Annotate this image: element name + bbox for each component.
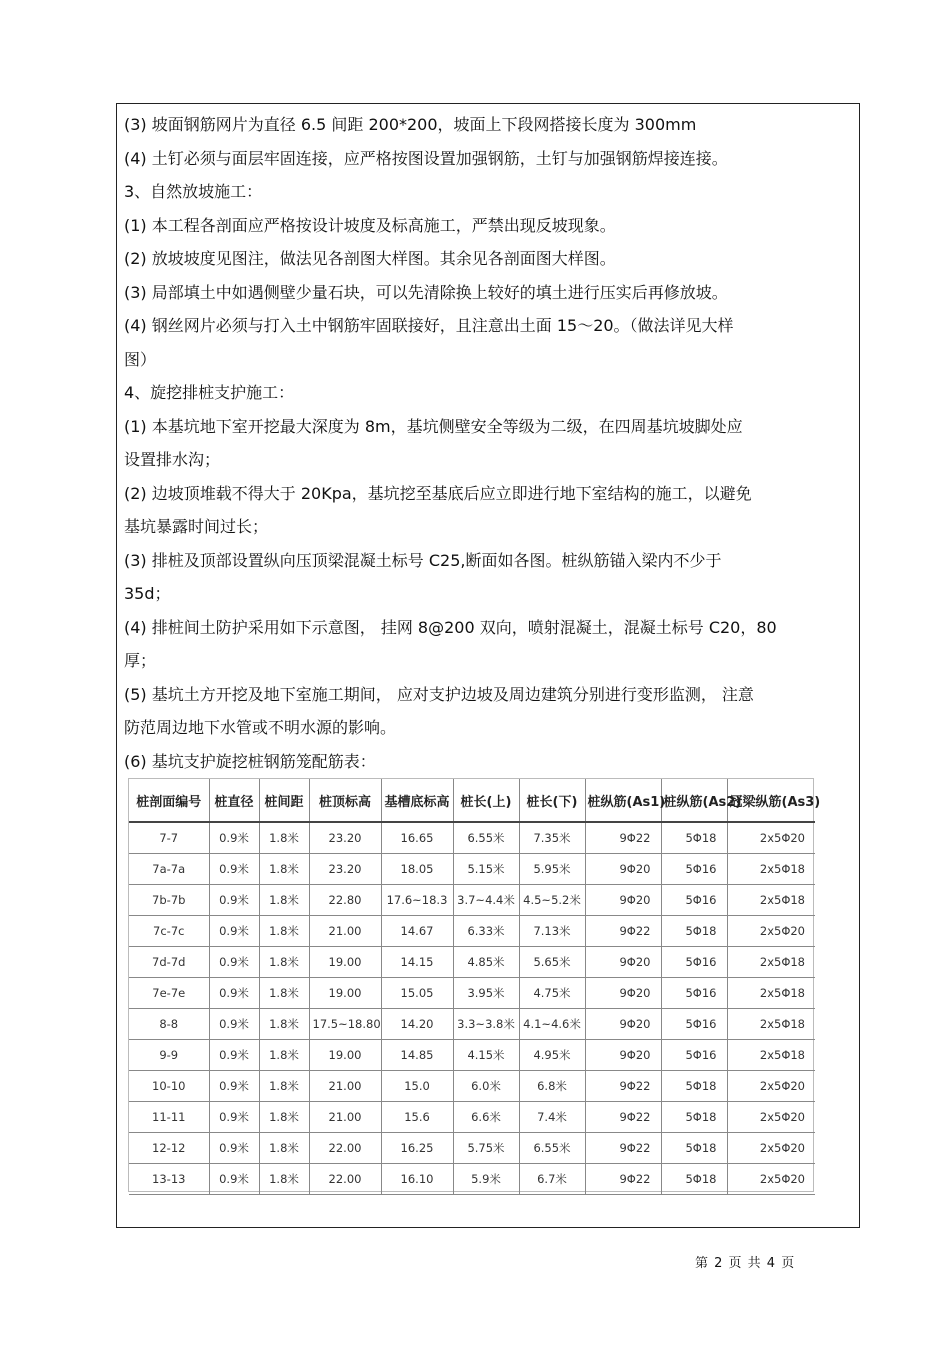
table-cell: 7.4米	[519, 1102, 585, 1133]
table-cell: 9Φ20	[585, 1040, 661, 1071]
table-cell: 4.1~4.6米	[519, 1009, 585, 1040]
table-cell: 9Φ22	[585, 916, 661, 947]
section-heading: 3、自然放坡施工：	[124, 182, 263, 201]
table-cell: 9Φ22	[585, 822, 661, 854]
text-line: (4) 钢丝网片必须与打入土中钢筋牢固联接好，且注意出土面 15～20。（做法详见大样	[124, 316, 734, 335]
table-cell: 13-13	[129, 1164, 209, 1195]
section-heading: 4、旋挖排桩支护施工：	[124, 383, 295, 402]
table-cell: 0.9米	[209, 916, 259, 947]
table-cell: 9Φ20	[585, 854, 661, 885]
text-line: (3) 排桩及顶部设置纵向压顶梁混凝土标号 C25,断面如各图。桩纵筋锚入梁内不少于	[124, 550, 722, 570]
table-cell: 0.9米	[209, 885, 259, 916]
text-line: (3) 局部填土中如遇侧壁少量石块，可以先清除换上较好的填土进行压实后再修放坡。	[124, 282, 728, 302]
table-cell: 2x5Φ18	[727, 978, 815, 1009]
table-cell: 3.3~3.8米	[453, 1009, 519, 1040]
table-cell: 1.8米	[259, 1009, 309, 1040]
table-cell: 1.8米	[259, 885, 309, 916]
table-cell: 3.95米	[453, 978, 519, 1009]
text-line: 图）	[124, 349, 157, 369]
table-cell: 23.20	[309, 822, 381, 854]
table-cell: 22.80	[309, 885, 381, 916]
table-row	[129, 978, 815, 1009]
text-line: 设置排水沟；	[124, 450, 221, 469]
table-cell: 9Φ20	[585, 885, 661, 916]
table-cell: 10-10	[129, 1071, 209, 1102]
table-cell: 2x5Φ20	[727, 1164, 815, 1195]
table-header-cell: 桩直径	[209, 779, 259, 822]
table-header-cell: 桩长(上)	[453, 779, 519, 822]
table-cell: 7.13米	[519, 916, 585, 947]
table-cell: 1.8米	[259, 1164, 309, 1195]
table-cell: 15.6	[381, 1102, 453, 1133]
table-cell: 7-7	[129, 822, 209, 854]
table-cell: 0.9米	[209, 1009, 259, 1040]
document-body	[124, 108, 854, 778]
table-header-row	[129, 779, 815, 822]
table-cell: 22.00	[309, 1164, 381, 1195]
table-cell: 1.8米	[259, 822, 309, 854]
table-header-cell: 桩剖面编号	[129, 779, 209, 822]
table-row	[129, 1102, 815, 1133]
table-cell: 7e-7e	[129, 978, 209, 1009]
text-line: 防范周边地下水管或不明水源的影响。	[124, 718, 397, 737]
table-cell: 7b-7b	[129, 885, 209, 916]
table-cell: 9-9	[129, 1040, 209, 1071]
table-row	[129, 854, 815, 885]
table-cell: 1.8米	[259, 1040, 309, 1071]
table-cell: 2x5Φ20	[727, 822, 815, 854]
table-cell: 14.15	[381, 947, 453, 978]
table-cell: 6.0米	[453, 1071, 519, 1102]
table-cell: 21.00	[309, 1102, 381, 1133]
table-cell: 0.9米	[209, 1133, 259, 1164]
table-header-cell: 桩间距	[259, 779, 309, 822]
table-cell: 4.85米	[453, 947, 519, 978]
table-cell: 5Φ16	[661, 947, 727, 978]
table-row	[129, 1040, 815, 1071]
table-cell: 5Φ16	[661, 885, 727, 916]
table-cell: 9Φ20	[585, 1009, 661, 1040]
table-cell: 5.65米	[519, 947, 585, 978]
table-cell: 5Φ18	[661, 1071, 727, 1102]
table-cell: 15.05	[381, 978, 453, 1009]
table-cell: 1.8米	[259, 1133, 309, 1164]
text-line: (3) 坡面钢筋网片为直径 6.5 间距 200*200，坡面上下段网搭接长度为 300mm	[124, 115, 697, 134]
text-line: (1) 本基坑地下室开挖最大深度为 8m，基坑侧壁安全等级为二级，在四周基坑坡脚处应	[124, 416, 743, 436]
table-cell: 15.0	[381, 1071, 453, 1102]
table-cell: 7d-7d	[129, 947, 209, 978]
table-cell: 5.95米	[519, 854, 585, 885]
table-cell: 5Φ16	[661, 1009, 727, 1040]
table-cell: 0.9米	[209, 978, 259, 1009]
table-cell: 5.75米	[453, 1133, 519, 1164]
table-caption: (6) 基坑支护旋挖桩钢筋笼配筋表：	[124, 751, 376, 771]
table-cell: 19.00	[309, 978, 381, 1009]
page-number: 第 2 页 共 4 页	[695, 1256, 796, 1271]
table-cell: 9Φ20	[585, 978, 661, 1009]
table-cell: 6.6米	[453, 1102, 519, 1133]
table-cell: 23.20	[309, 854, 381, 885]
table-header-cell: 桩长(下)	[519, 779, 585, 822]
table-cell: 4.75米	[519, 978, 585, 1009]
table-cell: 2x5Φ20	[727, 1071, 815, 1102]
table-cell: 3.7~4.4米	[453, 885, 519, 916]
table-cell: 21.00	[309, 916, 381, 947]
table-row	[129, 1071, 815, 1102]
table-cell: 5Φ16	[661, 854, 727, 885]
table-cell: 6.55米	[519, 1133, 585, 1164]
table-cell: 5Φ18	[661, 822, 727, 854]
table-header-cell: 桩顶标高	[309, 779, 381, 822]
table-cell: 2x5Φ18	[727, 885, 815, 916]
table-cell: 19.00	[309, 947, 381, 978]
table-cell: 1.8米	[259, 1102, 309, 1133]
table-row	[129, 885, 815, 916]
table-cell: 2x5Φ18	[727, 1009, 815, 1040]
table-cell: 0.9米	[209, 1164, 259, 1195]
table-cell: 1.8米	[259, 947, 309, 978]
table-cell: 5Φ18	[661, 916, 727, 947]
table-cell: 17.5~18.80	[309, 1009, 381, 1040]
table-cell: 2x5Φ20	[727, 916, 815, 947]
table-cell: 0.9米	[209, 1071, 259, 1102]
rebar-table-image	[128, 778, 821, 1192]
table-cell: 2x5Φ18	[727, 947, 815, 978]
text-line: (4) 土钉必须与面层牢固连接，应严格按图设置加强钢筋，土钉与加强钢筋焊接连接。	[124, 148, 728, 168]
table-cell: 4.15米	[453, 1040, 519, 1071]
table-cell: 4.5~5.2米	[519, 885, 585, 916]
table-row	[129, 947, 815, 978]
table-cell: 5Φ18	[661, 1102, 727, 1133]
table-cell: 7a-7a	[129, 854, 209, 885]
table-cell: 1.8米	[259, 978, 309, 1009]
text-line: 厚；	[124, 651, 157, 670]
table-cell: 9Φ20	[585, 947, 661, 978]
table-cell: 22.00	[309, 1133, 381, 1164]
table-cell: 17.6~18.3	[381, 885, 453, 916]
table-cell: 4.95米	[519, 1040, 585, 1071]
text-line: (1) 本工程各剖面应严格按设计坡度及标高施工，严禁出现反坡现象。	[124, 215, 616, 235]
table-cell: 0.9米	[209, 822, 259, 854]
table-cell: 7.35米	[519, 822, 585, 854]
table-cell: 16.25	[381, 1133, 453, 1164]
table-cell: 14.85	[381, 1040, 453, 1071]
table-cell: 14.20	[381, 1009, 453, 1040]
text-line: 基坑暴露时间过长；	[124, 517, 269, 536]
table-cell: 14.67	[381, 916, 453, 947]
table-cell: 8-8	[129, 1009, 209, 1040]
table-cell: 18.05	[381, 854, 453, 885]
table-cell: 5.15米	[453, 854, 519, 885]
table-row	[129, 1009, 815, 1040]
table-cell: 7c-7c	[129, 916, 209, 947]
text-line: 35d；	[124, 584, 171, 603]
table-header-cell: 冠梁纵筋(As3)	[727, 779, 815, 822]
table-row	[129, 1164, 815, 1195]
table-cell: 1.8米	[259, 854, 309, 885]
table-cell: 5Φ16	[661, 1040, 727, 1071]
table-cell: 16.65	[381, 822, 453, 854]
table-cell: 9Φ22	[585, 1071, 661, 1102]
table-cell: 6.8米	[519, 1071, 585, 1102]
table-cell: 9Φ22	[585, 1164, 661, 1195]
table-cell: 9Φ22	[585, 1102, 661, 1133]
table-cell: 6.7米	[519, 1164, 585, 1195]
table-cell: 5.9米	[453, 1164, 519, 1195]
text-line: (4) 排桩间土防护采用如下示意图， 挂网 8@200 双向，喷射混凝土，混凝土标号 C20，80	[124, 617, 777, 637]
table-cell: 9Φ22	[585, 1133, 661, 1164]
table-cell: 2x5Φ18	[727, 1040, 815, 1071]
table-cell: 5Φ18	[661, 1164, 727, 1195]
table-cell: 2x5Φ20	[727, 1133, 815, 1164]
table-header-cell: 桩纵筋(As1)	[585, 779, 661, 822]
table-header-cell: 桩纵筋(As2)	[661, 779, 727, 822]
table-cell: 19.00	[309, 1040, 381, 1071]
text-line: (5) 基坑土方开挖及地下室施工期间， 应对支护边坡及周边建筑分别进行变形监测， 注意	[124, 684, 754, 704]
table-cell: 0.9米	[209, 947, 259, 978]
rebar-table	[129, 779, 821, 1195]
table-cell: 12-12	[129, 1133, 209, 1164]
table-cell: 5Φ16	[661, 978, 727, 1009]
table-cell: 0.9米	[209, 1040, 259, 1071]
text-line: (2) 放坡坡度见图注，做法见各剖图大样图。其余见各剖面图大样图。	[124, 249, 616, 268]
table-cell: 1.8米	[259, 916, 309, 947]
table-cell: 0.9米	[209, 1102, 259, 1133]
table-cell: 2x5Φ18	[727, 854, 815, 885]
table-cell: 2x5Φ20	[727, 1102, 815, 1133]
table-row	[129, 916, 815, 947]
table-cell: 5Φ18	[661, 1133, 727, 1164]
text-line: (2) 边坡顶堆载不得大于 20Kpa，基坑挖至基底后应立即进行地下室结构的施工，以避免	[124, 483, 752, 503]
table-header-cell: 基槽底标高	[381, 779, 453, 822]
table-cell: 16.10	[381, 1164, 453, 1195]
table-row	[129, 822, 815, 854]
table-cell: 0.9米	[209, 854, 259, 885]
table-cell: 6.33米	[453, 916, 519, 947]
table-cell: 1.8米	[259, 1071, 309, 1102]
table-cell: 6.55米	[453, 822, 519, 854]
table-cell: 21.00	[309, 1071, 381, 1102]
table-row	[129, 1133, 815, 1164]
table-cell: 11-11	[129, 1102, 209, 1133]
